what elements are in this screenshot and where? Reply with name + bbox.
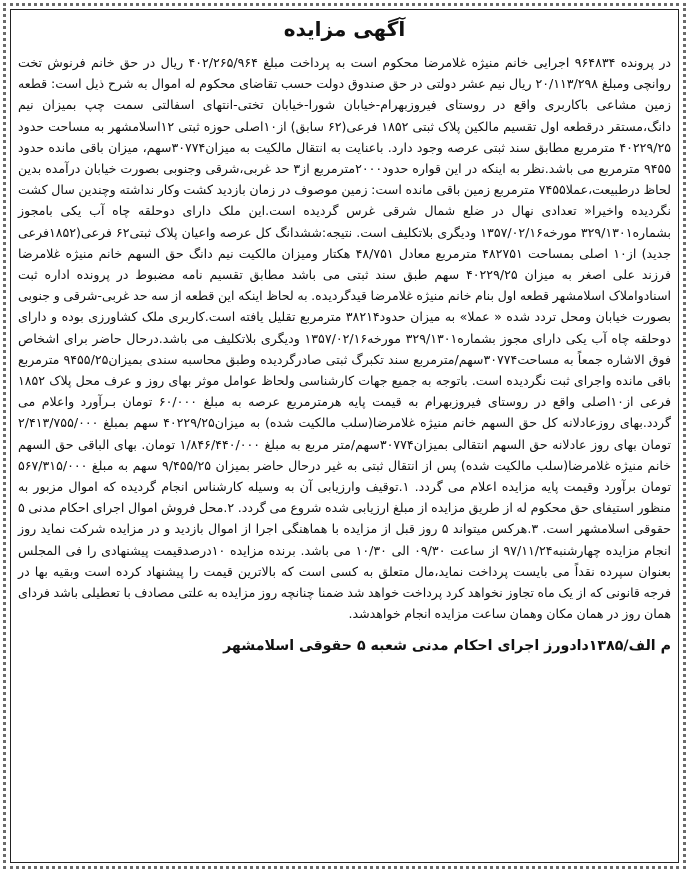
notice-footer: م الف/۱۳۸۵دادورز اجرای احکام مدنی شعبه ۵ حقوقی اسلامشهر (223, 638, 671, 655)
notice-content (18, 12, 671, 860)
notice-title: آگهی مزایده (283, 17, 406, 41)
notice-body: در پرونده ۹۶۴۸۳۴ اجرایی خانم منیژه غلامرضا محکوم است به پرداخت مبلغ ۴۰۲/۲۶۵/۹۶۴ ریال در حق خانم فرنوش تخت روانچی ومبلغ ۲۰/۱۱۳/۲۹۸ ریال نیم عشر دولتی در حق صندوق دولت حسب تقاضای محکوم له اموال به شرح ذیل است: قطعه زمین مشاعی باکاربری واقع در روستای فیروزبهرام-خیابان شورا-خیابان تختی-انتهای اسفالتی سمت چپ بمیزان نیم دانگ،مستقر درقطعه اول تقسیم مالکین پلاک ثبتی ۱۸۵۲ فرعی(۶۲ سابق) از۱۰اصلی حوزه ثبتی ۱۲اسلامشهر به مساحت حدود ۴۰۲۲۹/۲۵ مترمربع مطابق سند ثبتی عرصه وجود دارد. باعنایت به انتقال مالکیت به میزان۳۰۷۷۴سهم، میزان باقی مانده حدود ۹۴۵۵ مترمربع می باشد.نظر به اینکه در این قواره حدود۲۰۰۰مترمربع از۳ حد غربی،شرقی وجنوبی بصورت خیابان درآمده بدین لحاظ درطبیعت،عملا۷۴۵۵ مترمربع زمین باقی مانده است: زمین موصوف در زمان بازدید کشت وکار نداشته وچندین سال کشت نگردیده واخیرا« تعدادی نهال در ضلع شمال شرقی غرس گردیده است.این ملک دارای دوحلقه چاه آب یکی بامجوز بشماره۳۲۹/۱۳۰۱ مورخه۱۳۵۷/۰۲/۱۶ ودیگری بلاتکلیف است. نتیجه:ششدانگ کل عرصه واعیان پلاک ثبتی۶۲ فرعی(۱۸۵۲فرعی جدید) از۱۰ اصلی بمساحت ۴۸۲۷۵۱ مترمربع معادل ۴۸/۷۵۱ هکتار ومیزان مالکیت نیم دانگ حق السهم خانم منیژه غلامرضا فرزند علی اصغر به میزان ۴۰۲۲۹/۲۵ سهم طبق سند ثبتی می باشد مطابق تقسیم نامه مضبوط در پرونده اداره ثبت اسنادواملاک اسلامشهر قطعه اول بنام خانم منیژه غلامرضا قیدگردیده. به لحاظ اینکه این قطعه از سه حد غربی-شرقی و جنوبی بصورت خیابان ومحل تردد شده « عملا» به میزان حدود۳۸۲۱۴ مترمربع تقلیل یافته است.کاربری ملک کشاورزی بوده و دارای دوحلقه چاه آب یکی دارای مجوز بشماره۳۲۹/۱۳۰۱ مورخه۱۳۵۷/۰۲/۱۶ ودیگری بلاتکلیف می باشد.درحال حاضر برای اشخاص فوق الاشاره جمعاً به مساحت۳۰۷۷۴سهم/مترمربع سند تکبرگ ثبتی صادرگردیده وطبق محاسبه سندی بمیزان۹۴۵۵/۲۵ مترمربع باقی مانده واجرای ثبت نگردیده است. باتوجه به جمیع جهات کارشناسی ولحاظ عوامل موثر بهای روز و عرف محل پلاک ۱۸۵۲ فرعی از۱۰اصلی واقع در روستای فیروزبهرام به قیمت پایه هرمترمربع عرصه به مبلغ ۶۰/۰۰۰ تومان بـرآورد واعلام می گردد.بهای روزعادلانه کل حق السهم خانم منیژه غلامرضا(سلب مالکیت شده) به میزان۴۰۲۲۹/۲۵ سهم بمبلغ ۲/۴۱۳/۷۵۵/۰۰۰ تومان بهای روز عادلانه حق السهم انتقالی بمیزان۳۰۷۷۴سهم/متر مربع به مبلغ ۱/۸۴۶/۴۴۰/۰۰۰ تومان. بهای الباقی حق السهم خانم منیژه غلامرضا(سلب مالکیت شده) پس از انتقال ثبتی به غیر درحال حاضر بمیزان ۹/۴۵۵/۲۵ سهم به مبلغ ۵۶۷/۳۱۵/۰۰۰ تومان برآورد وقیمت پایه مزایده اعلام می گردد. ۱.توقیف وارزیابی آن به وسیله کارشناس انجام گردیده که اموال مزبور به منظور استیفای حق محکوم له از طریق مزایده از مبلغ ارزیابی شده شروع می گردد. ۲.محل فروش اموال اجرای احکام مدنی ۵ حقوقی اسلامشهر است. ۳.هرکس میتواند ۵ روز قبل از مزایده با هماهنگی اجرا از اموال بازدید و در مزایده شرکت نماید روز انجام مزایده چهارشنبه۹۷/۱۱/۲۴ از ساعت ۰۹/۳۰ الی ۱۰/۳۰ می باشد. برنده مزایده ۱۰درصدقیمت پیشنهادی را فی المجلس بعنوان سپرده نقداً می بایست پرداخت نماید،مال متعلق به کسی است که بالاترین قیمت را پیشنهاد کرده است وبقیه بها در فرجه قانونی که از یک ماه تجاوز نخواهد کرد پرداخت خواهد شد ضمنا چنانچه روز مزایده به علتی مصادف با تعطیلی باشد فردای همان روز در همان مکان وهمان ساعت مزایده انجام خواهدشد. (18, 55, 672, 622)
